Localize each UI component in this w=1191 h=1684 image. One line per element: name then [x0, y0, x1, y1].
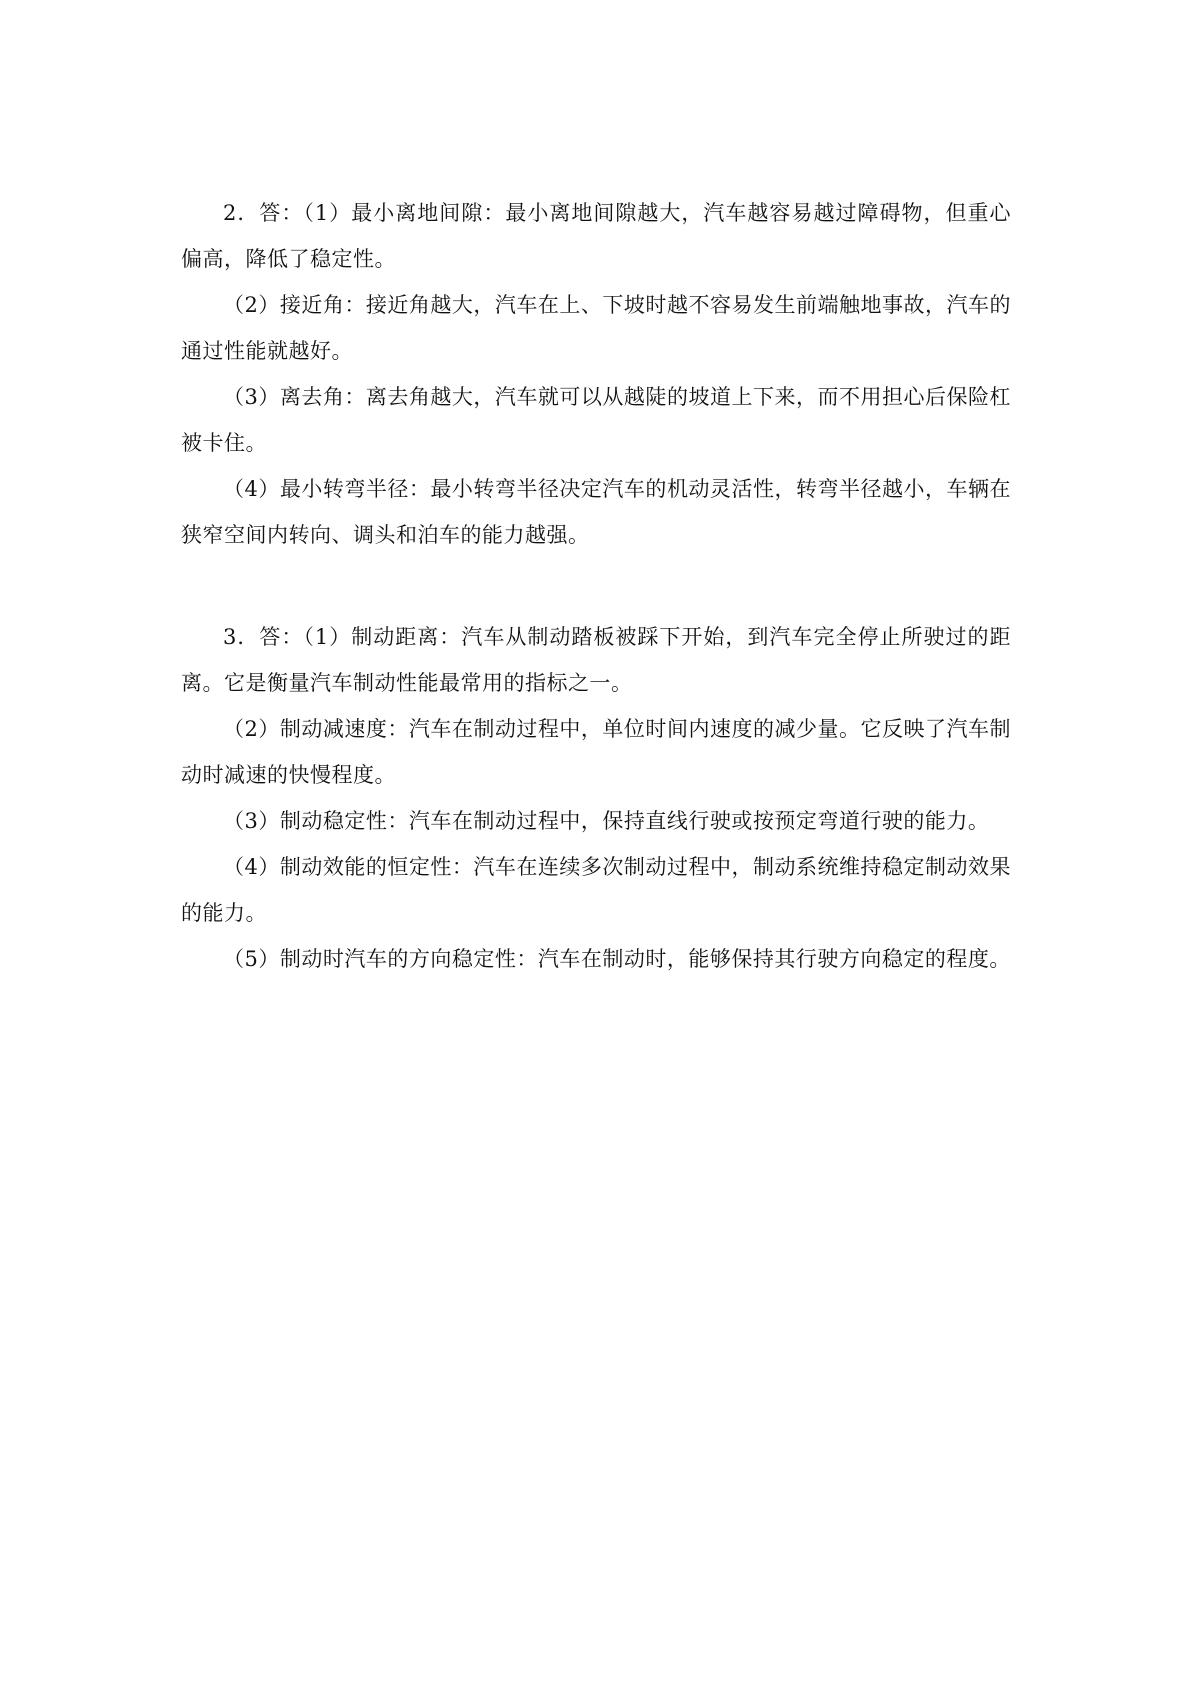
answer-2-paragraph-2: （2）接近角：接近角越大，汽车在上、下坡时越不容易发生前端触地事故，汽车的通过性能就越好。 — [181, 293, 1011, 363]
answer-3-paragraph-4: （4）制动效能的恒定性：汽车在连续多次制动过程中，制动系统维持稳定制动效果的能力。 — [181, 855, 1011, 925]
document-body — [181, 190, 1011, 982]
answer-3-paragraph-3: （3）制动稳定性：汽车在制动过程中，保持直线行驶或按预定弯道行驶的能力。 — [223, 809, 990, 833]
answer-3-paragraph-5: （5）制动时汽车的方向稳定性：汽车在制动时，能够保持其行驶方向稳定的程度。 — [223, 947, 1011, 971]
answer-2-section — [181, 190, 1011, 558]
answer-2-paragraph-3: （3）离去角：离去角越大，汽车就可以从越陡的坡道上下来，而不用担心后保险杠被卡住。 — [181, 385, 1011, 455]
answer-2-paragraph-1: 2．答：（1）最小离地间隙：最小离地间隙越大，汽车越容易越过障碍物，但重心偏高，降低了稳定性。 — [181, 201, 1011, 271]
answer-3-paragraph-1: 3．答：（1）制动距离：汽车从制动踏板被踩下开始，到汽车完全停止所驶过的距离。它是衡量汽车制动性能最常用的指标之一。 — [181, 625, 1011, 695]
answer-2-paragraph-4: （4）最小转弯半径：最小转弯半径决定汽车的机动灵活性，转弯半径越小，车辆在狭窄空间内转向、调头和泊车的能力越强。 — [181, 477, 1011, 547]
answer-3-section — [181, 614, 1011, 982]
answer-3-paragraph-2: （2）制动减速度：汽车在制动过程中，单位时间内速度的减少量。它反映了汽车制动时减速的快慢程度。 — [181, 717, 1011, 787]
